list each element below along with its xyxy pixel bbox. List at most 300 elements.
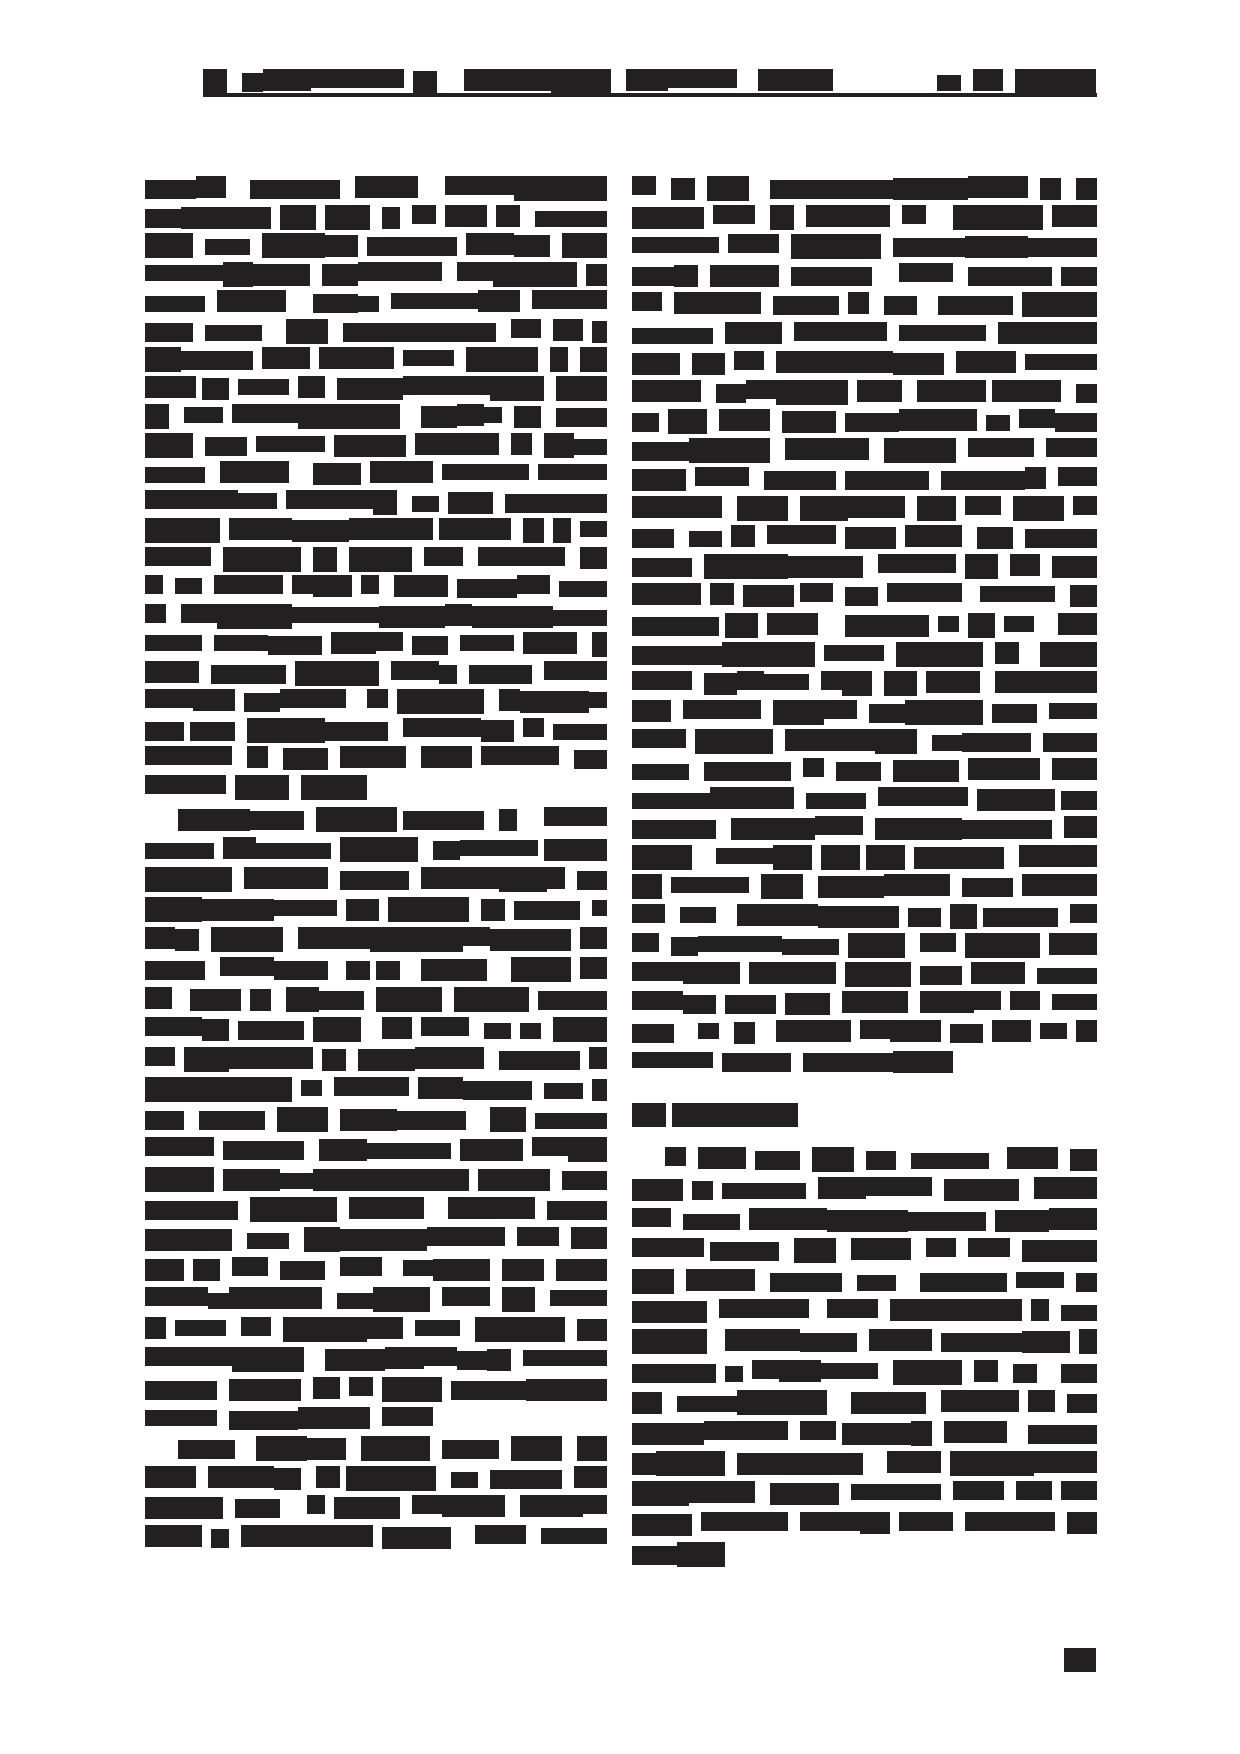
redacted-word-block <box>782 939 839 955</box>
redacted-word-block <box>791 234 881 259</box>
redacted-word-block <box>719 409 770 431</box>
redacted-word-block <box>145 1201 238 1220</box>
text-line <box>632 904 1097 930</box>
redacted-word-block <box>755 1151 800 1170</box>
redacted-word-block <box>178 809 250 831</box>
redacted-word-block <box>632 1052 713 1068</box>
redacted-word-block <box>1064 816 1097 838</box>
redacted-word-block <box>689 438 770 463</box>
redacted-word-block <box>514 901 580 920</box>
redacted-word-block <box>731 525 755 547</box>
text-line <box>632 380 1097 406</box>
redacted-word-block <box>632 646 722 665</box>
redacted-word-block <box>758 69 833 91</box>
text-line <box>632 671 1097 697</box>
redacted-word-block <box>484 407 502 423</box>
redacted-word-block <box>818 906 899 928</box>
redacted-word-block <box>917 496 956 521</box>
running-head-page-line <box>937 69 1097 95</box>
redacted-word-block <box>325 205 370 230</box>
redacted-word-block <box>710 583 734 605</box>
redacted-word-block <box>193 689 214 711</box>
redacted-word-block <box>202 1077 292 1102</box>
redacted-word-block <box>223 262 253 287</box>
redacted-word-block <box>283 748 328 770</box>
text-line <box>145 1257 608 1283</box>
redacted-word-block <box>385 1347 424 1369</box>
redacted-word-block <box>725 613 758 638</box>
text-line <box>632 1208 1097 1234</box>
redacted-word-block <box>322 1049 346 1071</box>
redacted-word-block <box>941 1299 1022 1321</box>
section-heading-block <box>672 1103 798 1127</box>
redacted-word-block <box>145 180 196 199</box>
redacted-word-block <box>301 1080 322 1096</box>
redacted-word-block <box>292 520 349 542</box>
redacted-word-block <box>632 991 683 1010</box>
redacted-word-block <box>322 264 358 286</box>
redacted-word-block <box>145 1317 166 1339</box>
redacted-word-block <box>1019 845 1097 867</box>
redacted-word-block <box>502 1287 535 1312</box>
redacted-word-block <box>313 294 358 313</box>
redacted-word-block <box>893 1360 962 1385</box>
redacted-word-block <box>340 1109 397 1131</box>
redacted-word-block <box>734 1022 755 1044</box>
redacted-word-block <box>295 661 379 686</box>
redacted-word-block <box>683 1214 740 1230</box>
redacted-word-block <box>911 1153 989 1169</box>
redacted-word-block <box>1076 1020 1097 1042</box>
redacted-word-block <box>707 176 749 201</box>
redacted-word-block <box>205 239 250 255</box>
redacted-word-block <box>731 818 815 840</box>
text-line <box>632 1049 953 1075</box>
redacted-word-block <box>145 1525 202 1547</box>
text-line <box>145 1287 608 1313</box>
redacted-word-block <box>710 1242 779 1261</box>
redacted-word-block <box>920 991 974 1013</box>
redacted-word-block <box>562 1171 607 1190</box>
redacted-word-block <box>481 746 559 765</box>
redacted-word-block <box>145 1497 223 1519</box>
redacted-word-block <box>202 1019 229 1041</box>
redacted-word-block <box>950 904 977 929</box>
text-line <box>145 1495 608 1521</box>
redacted-word-block <box>334 435 406 457</box>
redacted-word-block <box>511 433 532 455</box>
redacted-word-block <box>211 1529 229 1548</box>
redacted-word-block <box>367 1317 403 1339</box>
redacted-word-block <box>845 615 929 637</box>
text-line <box>145 319 608 345</box>
redacted-word-block <box>181 351 253 370</box>
redacted-word-block <box>376 961 400 980</box>
redacted-word-block <box>632 469 686 491</box>
text-line <box>632 933 1097 959</box>
redacted-word-block <box>1061 1481 1097 1500</box>
redacted-word-block <box>632 442 689 461</box>
redacted-word-block <box>580 957 607 979</box>
redacted-word-block <box>460 1139 523 1161</box>
redacted-word-block <box>893 1051 953 1073</box>
redacted-word-block <box>145 1287 208 1306</box>
redacted-word-block <box>238 1021 304 1040</box>
redacted-word-block <box>460 635 514 651</box>
redacted-word-block <box>1049 933 1097 955</box>
redacted-word-block <box>376 987 442 1012</box>
redacted-word-block <box>1007 1147 1058 1169</box>
redacted-word-block <box>223 1141 304 1160</box>
redacted-word-block <box>256 436 325 452</box>
redacted-word-block <box>145 961 205 980</box>
redacted-word-block <box>995 671 1019 693</box>
text-line <box>145 897 608 923</box>
redacted-word-block <box>457 1351 487 1370</box>
redacted-word-block <box>145 1111 184 1130</box>
text-line <box>632 729 1097 755</box>
redacted-word-block <box>574 750 607 769</box>
redacted-word-block <box>632 1423 704 1445</box>
redacted-word-block <box>526 1379 607 1401</box>
redacted-word-block <box>749 962 836 984</box>
redacted-word-block <box>719 1299 809 1318</box>
redacted-word-block <box>487 1349 511 1371</box>
redacted-word-block <box>1058 613 1097 635</box>
redacted-word-block <box>821 1363 878 1379</box>
redacted-word-block <box>229 518 292 540</box>
redacted-word-block <box>499 689 520 711</box>
redacted-word-block <box>632 1024 674 1043</box>
redacted-word-block <box>382 1407 433 1426</box>
redacted-word-block <box>556 376 607 401</box>
redacted-word-block <box>466 347 538 372</box>
redacted-word-block <box>340 837 418 862</box>
redacted-word-block <box>520 1023 541 1039</box>
redacted-word-block <box>211 665 286 684</box>
redacted-word-block <box>313 1377 340 1399</box>
text-line <box>145 461 608 487</box>
redacted-word-block <box>800 1333 857 1352</box>
redacted-word-block <box>145 1137 214 1156</box>
redacted-word-block <box>424 323 496 342</box>
redacted-word-block <box>827 1210 908 1232</box>
redacted-word-block <box>725 1329 800 1351</box>
redacted-word-block <box>553 610 607 626</box>
redacted-word-block <box>704 1421 788 1440</box>
redacted-word-block <box>439 518 511 540</box>
redacted-word-block <box>941 471 1025 490</box>
redacted-word-block <box>313 575 352 597</box>
redacted-word-block <box>632 380 701 402</box>
redacted-word-block <box>926 671 980 693</box>
text-line <box>632 787 1097 813</box>
redacted-word-block <box>220 461 289 483</box>
redacted-word-block <box>313 1169 400 1191</box>
redacted-word-block <box>382 207 400 229</box>
redacted-word-block <box>370 461 433 483</box>
redacted-word-block <box>247 1233 289 1249</box>
redacted-word-block <box>710 265 779 287</box>
redacted-word-block <box>553 724 607 740</box>
text-line <box>145 376 608 402</box>
redacted-word-block <box>263 69 311 91</box>
redacted-word-block <box>193 1259 220 1281</box>
redacted-word-block <box>767 613 818 635</box>
redacted-word-block <box>538 991 607 1010</box>
redacted-word-block <box>632 1238 704 1257</box>
redacted-word-block <box>722 1183 806 1199</box>
redacted-word-block <box>499 1051 580 1070</box>
redacted-word-block <box>490 376 544 401</box>
text-line <box>632 1269 1097 1295</box>
redacted-word-block <box>421 1017 469 1036</box>
redacted-word-block <box>349 518 433 540</box>
redacted-word-block <box>632 729 686 748</box>
text-line <box>178 807 608 833</box>
redacted-word-block <box>1016 1272 1064 1288</box>
redacted-word-block <box>481 720 514 742</box>
redacted-word-block <box>268 636 322 655</box>
text-line <box>145 689 608 715</box>
redacted-word-block <box>899 409 977 431</box>
redacted-word-block <box>145 547 211 566</box>
redacted-word-block <box>178 1440 211 1459</box>
redacted-word-block <box>523 1350 607 1366</box>
redacted-word-block <box>1010 554 1040 576</box>
redacted-word-block <box>412 496 439 512</box>
redacted-word-block <box>571 1227 607 1249</box>
redacted-word-block <box>908 1212 986 1231</box>
redacted-word-block <box>677 1396 737 1412</box>
text-line <box>145 746 608 772</box>
redacted-word-block <box>217 604 292 629</box>
redacted-word-block <box>893 238 965 257</box>
redacted-word-block <box>1079 1329 1097 1354</box>
text-line <box>632 1299 1097 1325</box>
text-line <box>632 234 1097 260</box>
redacted-word-block <box>944 1179 1019 1201</box>
redacted-word-block <box>698 1147 746 1169</box>
redacted-word-block <box>686 1269 755 1291</box>
redacted-word-block <box>956 351 1016 373</box>
redacted-word-block <box>713 205 755 224</box>
redacted-word-block <box>722 1053 791 1072</box>
redacted-word-block <box>307 1495 325 1514</box>
redacted-word-block <box>544 661 607 680</box>
redacted-word-block <box>683 995 716 1014</box>
redacted-word-block <box>286 490 373 509</box>
redacted-word-block <box>1061 1305 1097 1321</box>
redacted-word-block <box>397 689 427 714</box>
redacted-word-block <box>770 1483 839 1505</box>
redacted-word-block <box>794 1238 836 1263</box>
redacted-word-block <box>205 325 262 341</box>
redacted-word-block <box>1058 467 1097 486</box>
text-line <box>145 661 608 687</box>
redacted-word-block <box>433 841 460 860</box>
redacted-word-block <box>845 413 899 432</box>
redacted-word-block <box>319 991 364 1010</box>
redacted-word-block <box>671 877 749 893</box>
redacted-word-block <box>145 635 202 651</box>
redacted-word-block <box>478 290 520 312</box>
text-line <box>145 176 608 202</box>
redacted-word-block <box>457 262 493 281</box>
redacted-word-block <box>950 1451 1034 1476</box>
redacted-word-block <box>145 927 175 949</box>
redacted-word-block <box>280 1173 313 1189</box>
redacted-word-block <box>983 908 1058 927</box>
redacted-word-block <box>722 642 761 667</box>
redacted-word-block <box>211 1440 235 1459</box>
redacted-word-block <box>280 689 346 708</box>
redacted-word-block <box>538 464 607 480</box>
redacted-word-block <box>229 1411 298 1430</box>
redacted-word-block <box>965 1512 1055 1531</box>
redacted-word-block <box>962 878 1013 897</box>
redacted-word-block <box>574 439 607 455</box>
redacted-word-block <box>632 413 659 432</box>
redacted-word-block <box>445 604 472 626</box>
redacted-word-block <box>553 319 583 341</box>
text-line <box>632 1512 1097 1538</box>
redacted-word-block <box>878 554 956 573</box>
redacted-word-block <box>1046 438 1097 457</box>
redacted-word-block <box>965 933 1040 958</box>
redacted-word-block <box>632 671 692 690</box>
redacted-word-block <box>905 525 962 547</box>
redacted-word-block <box>800 1421 836 1440</box>
redacted-word-block <box>319 347 394 369</box>
redacted-word-block <box>184 407 223 423</box>
redacted-word-block <box>734 351 764 370</box>
redacted-word-block <box>556 1259 607 1281</box>
redacted-word-block <box>1034 1451 1097 1473</box>
redacted-word-block <box>577 871 607 890</box>
redacted-word-block <box>457 579 517 598</box>
redacted-word-block <box>632 328 713 344</box>
redacted-word-block <box>896 642 983 667</box>
redacted-word-block <box>145 518 220 543</box>
redacted-word-block <box>965 496 1001 515</box>
redacted-word-block <box>974 991 1001 1010</box>
redacted-word-block <box>223 1169 280 1191</box>
redacted-word-block <box>415 1047 484 1069</box>
redacted-word-block <box>794 322 887 341</box>
redacted-word-block <box>689 1481 755 1503</box>
text-line <box>632 292 1097 318</box>
text-line <box>632 1481 1097 1507</box>
redacted-word-block <box>692 353 725 375</box>
redacted-word-block <box>439 665 457 684</box>
redacted-word-block <box>965 554 998 579</box>
text-line <box>145 632 608 658</box>
redacted-word-block <box>253 264 310 286</box>
redacted-word-block <box>145 376 196 398</box>
text-line <box>632 613 1097 639</box>
redacted-word-block <box>592 632 607 657</box>
redacted-word-block <box>1013 496 1064 521</box>
redacted-word-block <box>541 1528 607 1544</box>
redacted-word-block <box>851 1484 941 1500</box>
text-line <box>632 1360 1097 1386</box>
redacted-word-block <box>632 904 665 923</box>
redacted-word-block <box>803 758 824 777</box>
redacted-word-block <box>632 292 662 311</box>
redacted-word-block <box>313 463 361 485</box>
text-line <box>145 205 608 231</box>
redacted-word-block <box>815 816 863 835</box>
redacted-word-block <box>250 180 340 199</box>
redacted-word-block <box>547 867 565 889</box>
redacted-word-block <box>175 929 199 951</box>
redacted-word-block <box>349 1377 373 1396</box>
redacted-word-block <box>214 575 283 594</box>
redacted-word-block <box>367 1143 451 1159</box>
text-line <box>632 700 1097 726</box>
redacted-word-block <box>1034 1177 1097 1199</box>
redacted-word-block <box>203 69 227 94</box>
redacted-word-block <box>764 674 809 690</box>
redacted-word-block <box>346 1466 436 1491</box>
redacted-word-block <box>1028 1425 1097 1444</box>
redacted-word-block <box>517 575 550 594</box>
redacted-word-block <box>737 496 788 521</box>
redacted-word-block <box>1028 238 1097 257</box>
redacted-word-block <box>464 69 551 91</box>
redacted-word-block <box>1025 467 1046 489</box>
running-head-title-line <box>203 69 833 95</box>
text-line <box>632 642 1097 668</box>
redacted-word-block <box>556 408 607 427</box>
redacted-word-block <box>632 496 722 518</box>
redacted-word-block <box>274 961 328 980</box>
redacted-word-block <box>737 1453 779 1475</box>
redacted-word-block <box>517 1227 559 1246</box>
redacted-word-block <box>866 845 905 870</box>
redacted-word-block <box>442 1495 481 1517</box>
redacted-word-block <box>403 350 454 366</box>
redacted-word-block <box>695 729 773 754</box>
redacted-word-block <box>887 583 962 602</box>
redacted-word-block <box>229 1287 322 1309</box>
redacted-word-block <box>992 380 1061 402</box>
redacted-word-block <box>145 1259 184 1281</box>
text-line <box>145 518 608 544</box>
text-line <box>632 962 1097 988</box>
redacted-word-block <box>866 1177 932 1196</box>
redacted-word-block <box>145 689 193 708</box>
redacted-word-block <box>965 236 1028 258</box>
redacted-word-block <box>145 722 184 741</box>
redacted-word-block <box>1061 791 1097 810</box>
redacted-word-block <box>145 897 202 922</box>
redacted-word-block <box>941 1333 1022 1352</box>
redacted-word-block <box>592 1079 607 1101</box>
redacted-word-block <box>803 1053 893 1072</box>
redacted-word-block <box>779 1453 863 1475</box>
redacted-word-block <box>674 292 761 314</box>
redacted-word-block <box>490 1107 526 1132</box>
redacted-word-block <box>223 547 301 572</box>
redacted-word-block <box>337 378 403 400</box>
redacted-word-block <box>1040 642 1097 667</box>
redacted-word-block <box>848 496 905 518</box>
redacted-word-block <box>632 1329 707 1354</box>
redacted-word-block <box>184 1047 229 1072</box>
redacted-word-block <box>211 927 283 952</box>
